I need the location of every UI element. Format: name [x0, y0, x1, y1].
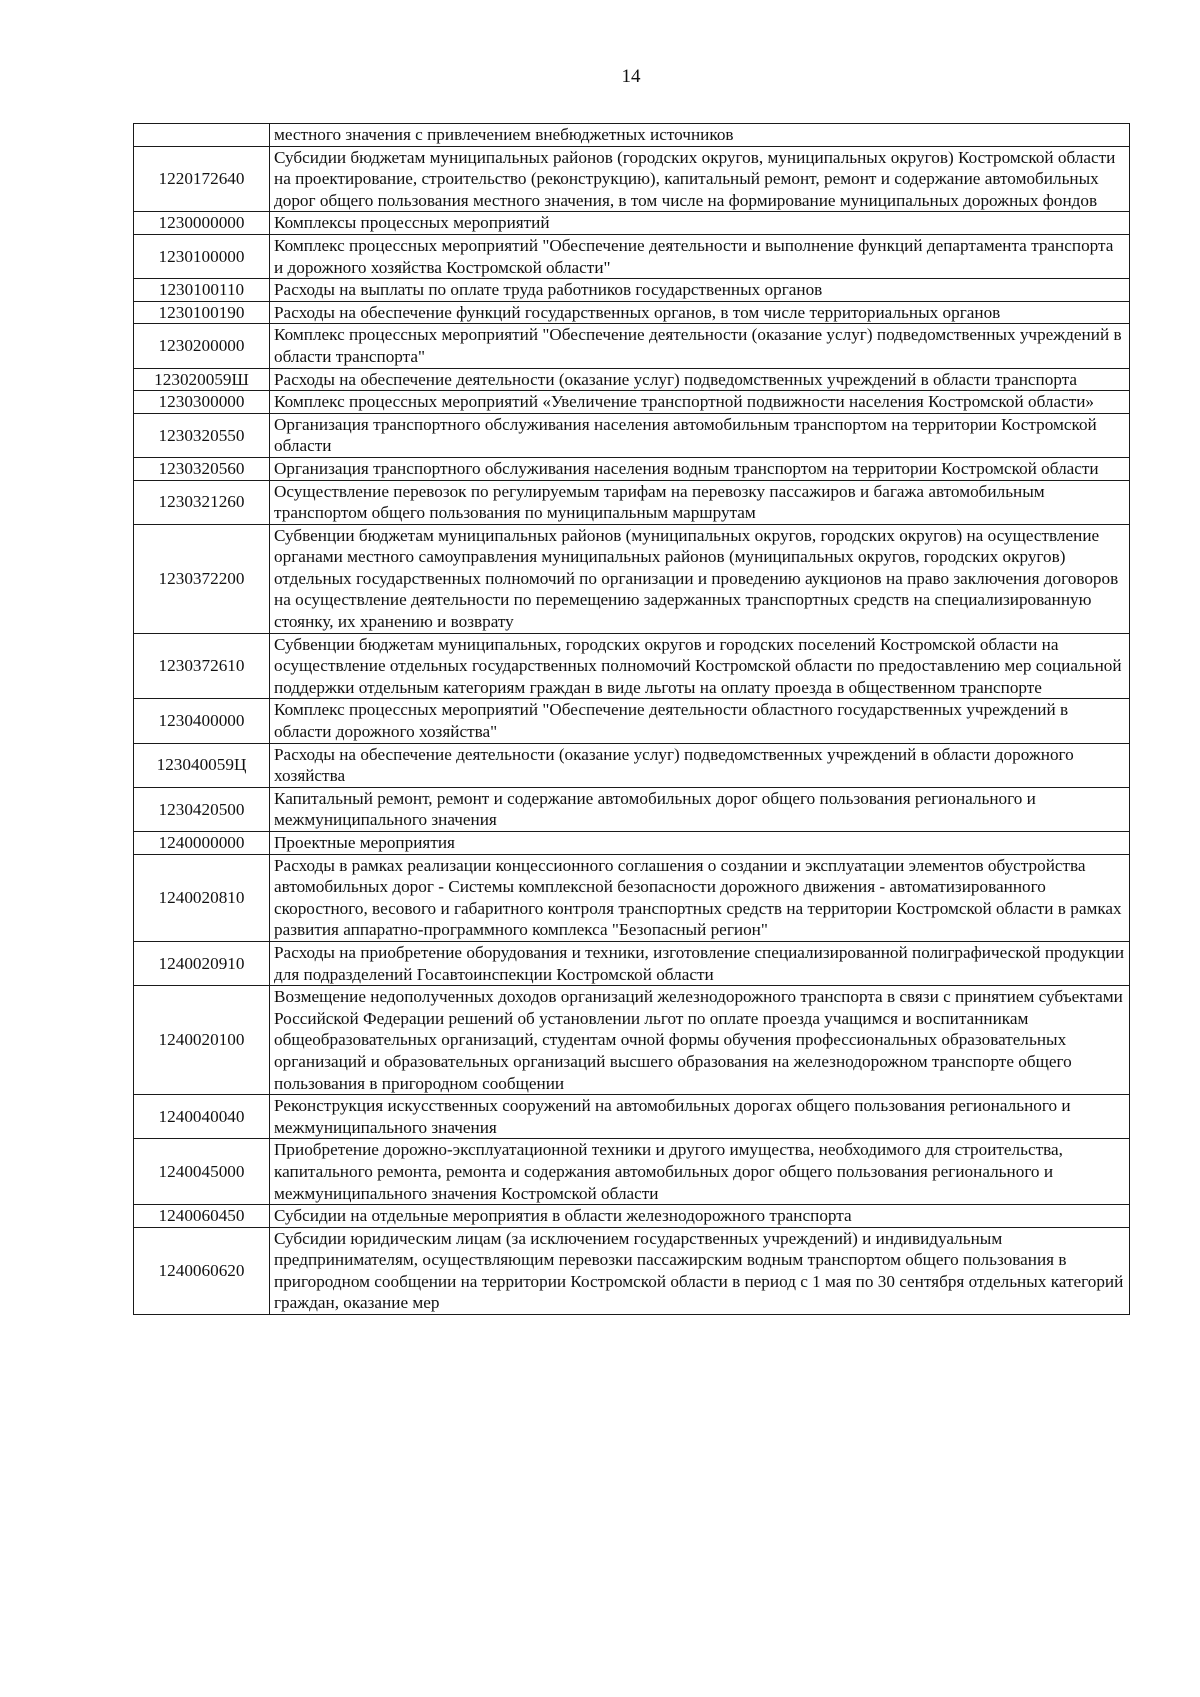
- description-cell: местного значения с привлечением внебюджетных источников: [270, 124, 1130, 147]
- code-cell: [134, 124, 270, 147]
- description-cell: Проектные мероприятия: [270, 832, 1130, 855]
- code-cell: 1230320560: [134, 457, 270, 480]
- table-row: [134, 324, 1130, 368]
- table-row: [134, 1205, 1130, 1228]
- description-cell: Комплексы процессных мероприятий: [270, 212, 1130, 235]
- code-cell: 1240060450: [134, 1205, 270, 1228]
- description-cell: Возмещение недополученных доходов организаций железнодорожного транспорта в связи с принятием субъектами Российской Федерации решений об установлении льгот по оплате проезда учащимся и воспитанникам общеобразовательных организаций, студентам очной формы обучения профессиональных образовательных организаций и образовательных организаций высшего образования на железнодорожном транспорте общего пользования в пригородном сообщении: [270, 986, 1130, 1095]
- code-cell: 1230400000: [134, 699, 270, 743]
- table-row: [134, 524, 1130, 633]
- code-cell: 1230372610: [134, 633, 270, 699]
- description-cell: Осуществление перевозок по регулируемым тарифам на перевозку пассажиров и багажа автомобильным транспортом общего пользования по муниципальным маршрутам: [270, 480, 1130, 524]
- description-cell: Реконструкция искусственных сооружений на автомобильных дорогах общего пользования регионального и межмуниципального значения: [270, 1095, 1130, 1139]
- table-row: [134, 1139, 1130, 1205]
- table-row: [134, 480, 1130, 524]
- code-cell: 1240045000: [134, 1139, 270, 1205]
- code-cell: 1230100000: [134, 234, 270, 278]
- code-cell: 1230372200: [134, 524, 270, 633]
- description-cell: Комплекс процессных мероприятий "Обеспечение деятельности и выполнение функций департамента транспорта и дорожного хозяйства Костромской области": [270, 234, 1130, 278]
- table-row: [134, 234, 1130, 278]
- description-cell: Комплекс процессных мероприятий «Увеличение транспортной подвижности населения Костромской области»: [270, 391, 1130, 414]
- table-row: [134, 368, 1130, 391]
- description-cell: Расходы на выплаты по оплате труда работников государственных органов: [270, 279, 1130, 302]
- code-cell: 1240000000: [134, 832, 270, 855]
- page-number: 14: [621, 66, 641, 87]
- code-cell: 123020059Ш: [134, 368, 270, 391]
- table-row: [134, 743, 1130, 787]
- table-row: [134, 413, 1130, 457]
- code-cell: 123040059Ц: [134, 743, 270, 787]
- description-cell: Расходы в рамках реализации концессионного соглашения о создании и эксплуатации элементов обустройства автомобильных дорог - Системы комплексной безопасности дорожного движения - автоматизированного скоростного, весового и габаритного контроля транспортных средств на территории Костромской области в рамках развития аппаратно-программного комплекса "Безопасный регион": [270, 854, 1130, 941]
- code-cell: 1240020810: [134, 854, 270, 941]
- description-cell: Комплекс процессных мероприятий "Обеспечение деятельности (оказание услуг) подведомственных учреждений в области транспорта": [270, 324, 1130, 368]
- table-row: [134, 787, 1130, 831]
- table-row: [134, 457, 1130, 480]
- description-cell: Организация транспортного обслуживания населения автомобильным транспортом на территории Костромской области: [270, 413, 1130, 457]
- description-cell: Расходы на обеспечение деятельности (оказание услуг) подведомственных учреждений в области транспорта: [270, 368, 1130, 391]
- description-cell: Субсидии бюджетам муниципальных районов (городских округов, муниципальных округов) Костромской области на проектирование, строительство (реконструкцию), капитальный ремонт, ремонт и содержание автомобильных дорог общего пользования местного значения, в том числе на формирование муниципальных дорожных фондов: [270, 146, 1130, 212]
- description-cell: Субвенции бюджетам муниципальных, городских округов и городских поселений Костромской области на осуществление отдельных государственных полномочий Костромской области по предоставлению мер социальной поддержки отдельным категориям граждан в виде льготы на оплату проезда в общественном транспорте: [270, 633, 1130, 699]
- table-row: [134, 279, 1130, 302]
- table-row: [134, 212, 1130, 235]
- table-row: [134, 1095, 1130, 1139]
- description-cell: Субсидии юридическим лицам (за исключением государственных учреждений) и индивидуальным предпринимателям, осуществляющим перевозки пассажирским водным транспортом общего пользования в пригородном сообщении на территории Костромской области в период с 1 мая по 30 сентября отдельных категорий граждан, оказание мер: [270, 1227, 1130, 1314]
- code-cell: 1230100190: [134, 301, 270, 324]
- description-cell: Субсидии на отдельные мероприятия в области железнодорожного транспорта: [270, 1205, 1130, 1228]
- table-row: [134, 1227, 1130, 1314]
- code-cell: 1230320550: [134, 413, 270, 457]
- table-row: [134, 391, 1130, 414]
- table-row: [134, 301, 1130, 324]
- code-cell: 1230420500: [134, 787, 270, 831]
- table-row: [134, 854, 1130, 941]
- code-cell: 1240060620: [134, 1227, 270, 1314]
- table-row: [134, 124, 1130, 147]
- table-row: [134, 699, 1130, 743]
- code-cell: 1230300000: [134, 391, 270, 414]
- budget-codes-table: [133, 123, 1130, 1315]
- code-cell: 1230321260: [134, 480, 270, 524]
- table-row: [134, 986, 1130, 1095]
- description-cell: Расходы на обеспечение деятельности (оказание услуг) подведомственных учреждений в области дорожного хозяйства: [270, 743, 1130, 787]
- description-cell: Расходы на обеспечение функций государственных органов, в том числе территориальных органов: [270, 301, 1130, 324]
- table-row: [134, 832, 1130, 855]
- description-cell: Расходы на приобретение оборудования и техники, изготовление специализированной полиграфической продукции для подразделений Госавтоинспекции Костромской области: [270, 941, 1130, 985]
- description-cell: Приобретение дорожно-эксплуатационной техники и другого имущества, необходимого для строительства, капитального ремонта, ремонта и содержания автомобильных дорог общего пользования регионального и межмуниципального значения Костромской области: [270, 1139, 1130, 1205]
- code-cell: 1220172640: [134, 146, 270, 212]
- code-cell: 1240040040: [134, 1095, 270, 1139]
- description-cell: Субвенции бюджетам муниципальных районов (муниципальных округов, городских округов) на осуществление органами местного самоуправления муниципальных районов (муниципальных округов, городских округов) отдельных государственных полномочий по организации и проведению аукционов на право заключения договоров на осуществление деятельности по перемещению задержанных транспортных средств на специализированную стоянку, их хранению и возврату: [270, 524, 1130, 633]
- code-cell: 1230200000: [134, 324, 270, 368]
- code-cell: 1240020100: [134, 986, 270, 1095]
- code-cell: 1240020910: [134, 941, 270, 985]
- code-cell: 1230000000: [134, 212, 270, 235]
- description-cell: Комплекс процессных мероприятий "Обеспечение деятельности областного государственных учреждений в области дорожного хозяйства": [270, 699, 1130, 743]
- description-cell: Капитальный ремонт, ремонт и содержание автомобильных дорог общего пользования регионального и межмуниципального значения: [270, 787, 1130, 831]
- table-row: [134, 941, 1130, 985]
- description-cell: Организация транспортного обслуживания населения водным транспортом на территории Костромской области: [270, 457, 1130, 480]
- table-row: [134, 633, 1130, 699]
- table-row: [134, 146, 1130, 212]
- code-cell: 1230100110: [134, 279, 270, 302]
- table-body: [134, 124, 1130, 1315]
